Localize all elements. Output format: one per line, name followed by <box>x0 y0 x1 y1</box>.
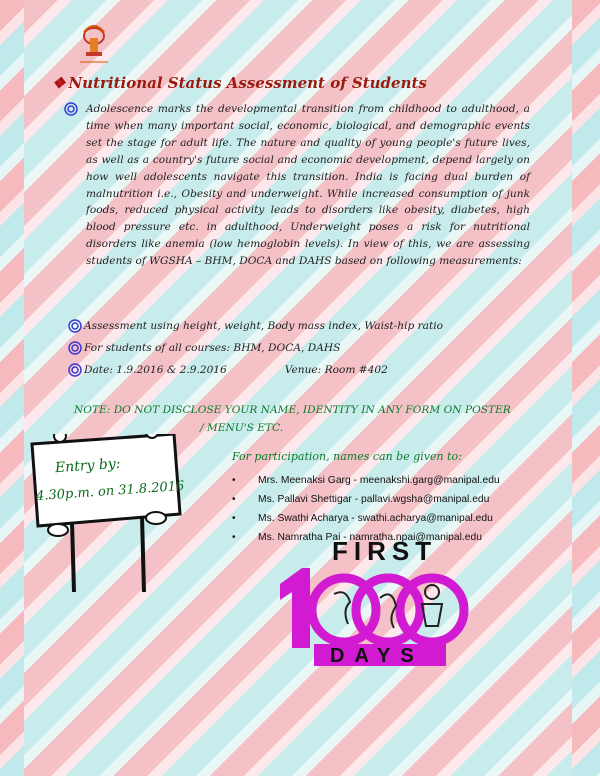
bullet-icon: • <box>232 494 236 505</box>
bullet-icon: • <box>232 513 236 524</box>
entry-deadline: 4.30p.m. on 31.8.2016 <box>35 478 185 505</box>
institution-logo-icon <box>70 16 118 68</box>
intro-paragraph: Adolescence marks the developmental transition from childhood to adulthood, a time when many important social, economic, biological, and demographic events set the stage for adult life. The nature and quality of young people's future lives, as well as a country's future social and economic development, depend largely on how well adolescents navigate this transition. India is facing dual burden of malnutrition i.e., Obesity and underweight. While increased consumption of junk foods, reduced physical activity leads to disorders like obesity, diabetes, high blood pressure etc. in adulthood, Underweight poses a risk for nutritional disorders like anemia (low hemoglobin levels). In view of this, we are assessing students of WGSHA – BHM, DOCA and DAHS based on following measurements: <box>86 101 530 270</box>
list-item: • Ms. Pallavi Shettigar - pallavi.wgsha@manipal.edu <box>232 494 490 505</box>
diamond-bullet-icon: ❖ <box>52 74 66 92</box>
list-item: For students of all courses: BHM, DOCA, DAHS <box>66 337 443 359</box>
list-item: • Ms. Swathi Acharya - swathi.acharya@manipal.edu <box>232 513 493 524</box>
decorative-border-left <box>0 0 24 776</box>
list-item: Assessment using height, weight, Body mass index, Waist-hip ratio <box>66 315 443 337</box>
spiral-bullet-icon <box>64 102 78 116</box>
logo-number-text: 1000 <box>276 528 279 529</box>
entry-label: Entry by: <box>54 455 121 477</box>
measurement-list <box>66 315 443 381</box>
privacy-note: NOTE: DO NOT DISCLOSE YOUR NAME, IDENTITY IN ANY FORM ON POSTER / MENU'S ETC. <box>74 404 511 434</box>
first-1000-days-logo <box>276 528 476 668</box>
logo-days-text: DAYS <box>330 645 424 667</box>
page-title: ❖ Nutritional Status Assessment of Students <box>52 74 427 92</box>
list-item: • Ms. Namratha Pai - namratha.npai@manipal.edu <box>232 532 482 543</box>
venue-text: Venue: Room #402 <box>284 364 388 376</box>
list-item: Date: 1.9.2016 & 2.9.2016 Venue: Room #402 <box>66 359 443 381</box>
participation-heading: For participation, names can be given to: <box>232 450 462 463</box>
logo-first-text: FIRST <box>332 536 438 566</box>
spiral-bullet-icon <box>66 319 84 333</box>
bullet-icon: • <box>232 475 236 486</box>
bullet-icon: • <box>232 532 236 543</box>
list-item: • Mrs. Meenaksi Garg - meenakshi.garg@manipal.edu <box>232 475 500 486</box>
spiral-bullet-icon <box>66 363 84 377</box>
spiral-bullet-icon <box>66 341 84 355</box>
decorative-border-right <box>572 0 600 776</box>
